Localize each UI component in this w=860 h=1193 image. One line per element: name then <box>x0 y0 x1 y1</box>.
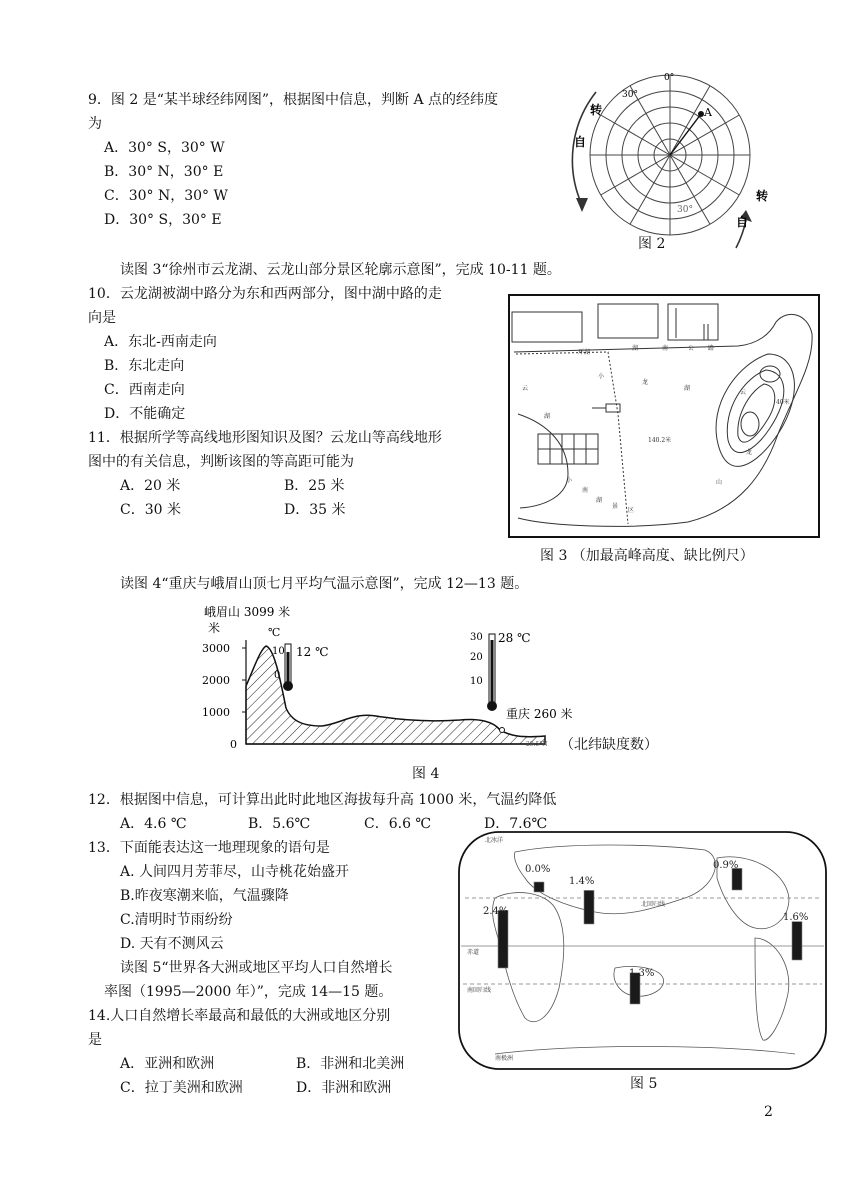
q12-option-c: C．6.6 ℃ <box>364 816 432 832</box>
growth-bar-asia <box>584 890 594 924</box>
map-label-40m: 40米 <box>776 399 790 406</box>
lat-mark: 29.5°N <box>526 741 548 748</box>
q9-option-a: A．30° S，30° W <box>104 140 225 156</box>
q12-option-b: B．5.6℃ <box>248 816 311 832</box>
q13-option-a: A. 人间四月芳菲尽，山寺桃花始盛开 <box>120 864 350 880</box>
map-label-long-2: 龙 <box>746 449 753 456</box>
map-label-antarctica: 南极洲 <box>495 1055 514 1062</box>
map-label-qu: 区 <box>628 507 635 514</box>
growth-bar-africa <box>498 910 508 968</box>
rot-left-char2: 转 <box>590 103 603 117</box>
label-30deg-lon: 30° <box>622 90 638 100</box>
map-label-nan: 南 <box>582 487 589 494</box>
map-label-long: 龙 <box>642 379 649 386</box>
chongqing-label: 重庆 260 米 <box>506 707 573 721</box>
q14-option-a: A．亚洲和欧洲 <box>120 1056 215 1072</box>
q14-stem-line1: 14.人口自然增长率最高和最低的大洲或地区分别 <box>88 1008 391 1024</box>
growth-label-asia: 1.4% <box>569 876 595 887</box>
q13-option-d: D. 天有不测风云 <box>120 936 224 952</box>
therm-unit-label: ℃ <box>268 626 281 639</box>
q13-stem: 13．下面能表达这一地理现象的语句是 <box>88 840 330 856</box>
q11-option-d: D．35 米 <box>284 502 346 518</box>
map-label-arctic: 北冰洋 <box>485 837 504 844</box>
q10-option-a: A．东北-西南走向 <box>104 334 217 350</box>
map-label-jing: 景 <box>612 503 619 510</box>
growth-bar-europe <box>534 882 544 892</box>
q11-option-a: A．20 米 <box>120 478 181 494</box>
q12-stem: 12．根据图中信息，可计算出此时此地区海拔每升高 1000 米，气温约降低 <box>88 792 557 808</box>
figure-2-graticule <box>560 70 790 260</box>
map-label-road-3: 南 <box>662 345 669 352</box>
intro-figure-4: 读图 4“重庆与峨眉山顶七月平均气温示意图”，完成 12—13 题。 <box>120 576 529 592</box>
label-0deg: 0° <box>664 73 675 83</box>
rot-right-char1: 自 <box>736 215 749 229</box>
therm2-tick-20: 20 <box>470 652 483 663</box>
figure-3-caption: 图 3 （加最高峰高度、缺比例尺） <box>540 548 754 564</box>
map-label-equator: 赤道 <box>467 949 480 956</box>
point-a-label: A <box>704 106 712 119</box>
q11-stem-line2: 图中的有关信息，判断该图的等高距可能为 <box>88 454 354 470</box>
y-tick-1000: 1000 <box>202 706 230 719</box>
therm1-temp: 12 ℃ <box>296 645 329 659</box>
growth-label-north-america: 0.9% <box>713 860 739 871</box>
y-tick-2000: 2000 <box>202 674 230 687</box>
growth-label-latin-america: 1.6% <box>783 912 809 923</box>
map-label-yun: 云 <box>522 385 529 392</box>
map-label-road-2: 湖 <box>632 345 639 352</box>
q14-option-c: C．拉丁美洲和欧洲 <box>120 1080 243 1096</box>
label-30deg-lat: 30° <box>677 205 693 215</box>
q10-stem-line2: 向是 <box>88 310 116 326</box>
figure-4-profile <box>200 598 573 758</box>
growth-bar-north-america <box>732 868 742 890</box>
q10-option-b: B．东北走向 <box>104 358 185 374</box>
q10-option-c: C．西南走向 <box>104 382 185 398</box>
q10-option-d: D．不能确定 <box>104 406 186 422</box>
q14-option-b: B．非洲和北美洲 <box>296 1056 405 1072</box>
q12-option-d: D．7.6℃ <box>484 816 548 832</box>
map-label-road-1: 环湖 <box>578 349 591 356</box>
q10-stem-line1: 10．云龙湖被湖中路分为东和西两部分，图中湖中路的走 <box>88 286 442 302</box>
therm1-tick-10: 10 <box>272 646 285 657</box>
map-label-xiaonan: 小 <box>566 477 573 484</box>
figure-4-caption: 图 4 <box>412 766 440 782</box>
intro-figure-5-line2: 率图（1995—2000 年）”，完成 14—15 题。 <box>104 984 393 1000</box>
growth-bar-latin-america <box>792 922 802 960</box>
growth-label-europe: 0.0% <box>525 864 551 875</box>
intro-figure-5-line1: 读图 5“世界各大洲或地区平均人口自然增长 <box>120 960 393 976</box>
q14-stem-line2: 是 <box>88 1032 102 1048</box>
figure-3-lake-map <box>508 294 820 538</box>
page-number: 2 <box>764 1104 773 1120</box>
q9-option-d: D．30° S，30° E <box>104 212 222 228</box>
figure-5-caption: 图 5 <box>630 1076 658 1092</box>
growth-label-oceania: 1.3% <box>629 968 655 979</box>
q9-stem-line1: 9．图 2 是“某半球经纬网图”，根据图中信息，判断 A 点的经纬度 <box>88 92 499 108</box>
therm2-tick-10: 10 <box>470 676 483 687</box>
q9-stem-line2: 为 <box>88 116 102 132</box>
figure-4-note: （北纬缺度数） <box>560 737 658 753</box>
q11-option-c: C．30 米 <box>120 502 181 518</box>
therm2-tick-30: 30 <box>470 632 483 643</box>
map-label-road-5: 路 <box>708 345 715 352</box>
q11-option-b: B．25 米 <box>284 478 345 494</box>
y-unit-label: 米 <box>208 621 221 635</box>
chongqing-marker <box>500 728 505 733</box>
rot-right-char2: 转 <box>756 189 769 203</box>
map-label-xiao: 小 <box>598 373 605 380</box>
map-label-hu-3: 湖 <box>596 497 603 504</box>
y-tick-3000: 3000 <box>202 642 230 655</box>
map-label-yun-2: 云 <box>740 389 747 396</box>
therm2-temp: 28 ℃ <box>498 631 531 645</box>
map-label-road-4: 公 <box>688 345 695 352</box>
q13-option-b: B.昨夜寒潮来临，气温骤降 <box>120 888 289 904</box>
map-label-tropic-capricorn: 南回归线 <box>467 987 492 994</box>
rot-left-char1: 自 <box>574 135 587 149</box>
therm1-tick-0: 0 <box>274 670 281 681</box>
intro-figure-3: 读图 3“徐州市云龙湖、云龙山部分景区轮廓示意图”，完成 10-11 题。 <box>120 262 561 278</box>
q9-option-b: B．30° N，30° E <box>104 164 224 180</box>
growth-label-africa: 2.4% <box>483 906 509 917</box>
figure-5-world-map <box>455 828 830 1073</box>
q12-option-a: A．4.6 ℃ <box>120 816 187 832</box>
peak-label: 峨眉山 3099 米 <box>204 605 291 619</box>
q11-stem-line1: 11．根据所学等高线地形图知识及图？云龙山等高线地形 <box>88 430 442 446</box>
map-label-tropic-cancer: 北回归线 <box>641 901 666 908</box>
map-label-height: 140.2米 <box>648 437 672 444</box>
map-label-hu-2: 湖 <box>544 413 551 420</box>
figure-2-caption: 图 2 <box>638 236 666 252</box>
q13-option-c: C.清明时节雨纷纷 <box>120 912 233 928</box>
map-label-hu: 湖 <box>684 385 691 392</box>
map-label-shan: 山 <box>716 479 723 486</box>
q9-option-c: C．30° N，30° W <box>104 188 228 204</box>
q14-option-d: D．非洲和欧洲 <box>296 1080 392 1096</box>
y-tick-0: 0 <box>230 738 237 751</box>
